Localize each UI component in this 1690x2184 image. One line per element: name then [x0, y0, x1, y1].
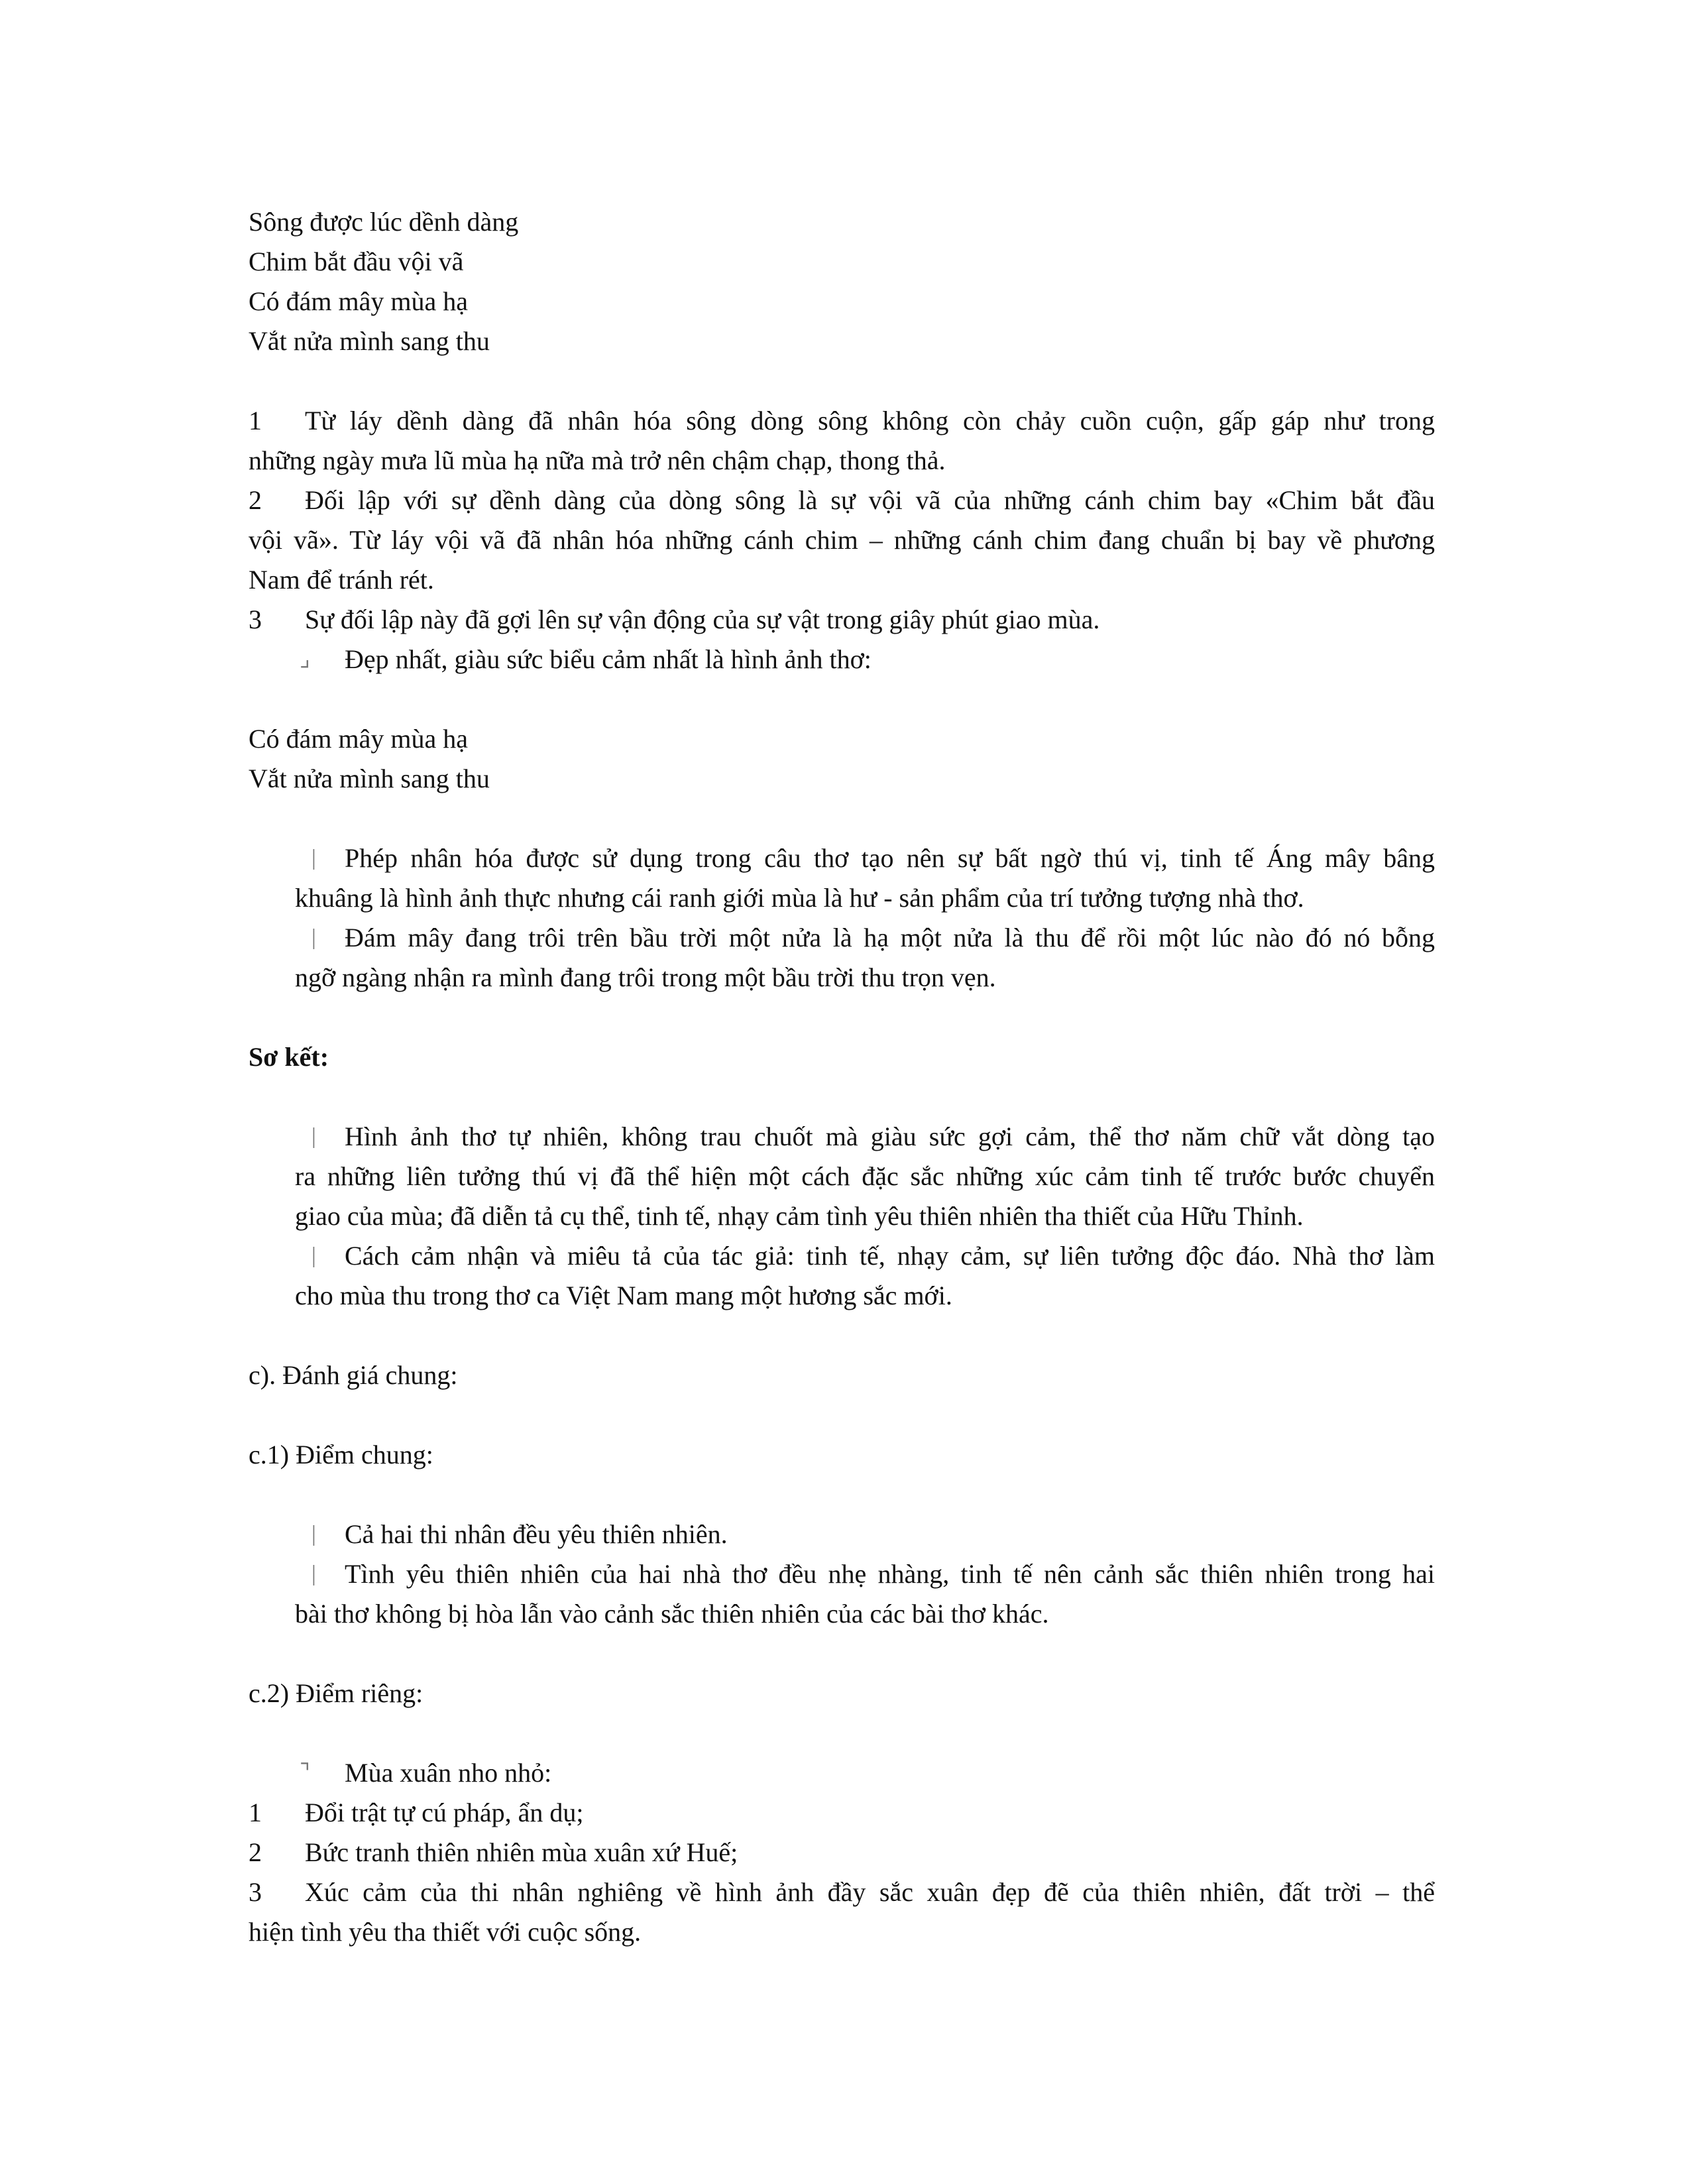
list-item-text: Từ láy dềnh dàng đã nhân hóa sông dòng sông không còn chảy cuồn cuộn, gấp gáp như trong	[305, 406, 1435, 435]
bullet-text: Mùa xuân nho nhỏ:	[345, 1758, 552, 1788]
bullet-icon: ⌟	[300, 647, 310, 671]
bullet-text: bài thơ không bị hòa lẫn vào cảnh sắc thiên nhiên của các bài thơ khác.	[295, 1599, 1049, 1629]
bullet-text: Phép nhân hóa được sử dụng trong câu thơ tạo nên sự bất ngờ thú vị, tinh tế Áng mây bâng	[345, 843, 1435, 873]
list-number: 1	[249, 1798, 262, 1827]
list-item-text: Sự đối lập này đã gợi lên sự vận động của sự vật trong giây phút giao mùa.	[305, 604, 1100, 634]
list-number: 2	[249, 1837, 262, 1867]
list-item-text: Đổi trật tự cú pháp, ẩn dụ;	[305, 1798, 584, 1827]
bullet-text: Tình yêu thiên nhiên của hai nhà thơ đều nhẹ nhàng, tinh tế nên cảnh sắc thiên nhiên trong hai	[345, 1559, 1435, 1589]
danh-gia-heading: c). Đánh giá chung:	[249, 1360, 458, 1390]
bullet-text: Đám mây đang trôi trên bầu trời một nửa là hạ một nửa là thu để rồi một lúc nào đó nó bỗng	[345, 923, 1435, 952]
bullet-text: khuâng là hình ảnh thực nhưng cái ranh giới mùa là hư - sản phẩm của trí tưởng tượng nhà thơ.	[295, 883, 1304, 913]
poem-line: Chim bắt đầu vội vã	[249, 247, 464, 276]
bullet-text: Hình ảnh thơ tự nhiên, không trau chuốt mà giàu sức gợi cảm, thể thơ năm chữ vắt dòng tạo	[345, 1121, 1435, 1151]
bullet-icon: |	[311, 1243, 316, 1268]
bullet-icon: |	[311, 925, 316, 950]
diem-rieng-heading: c.2) Điểm riêng:	[249, 1678, 423, 1708]
poem-line: Vắt nửa mình sang thu	[249, 326, 490, 356]
list-item-text: Nam để tránh rét.	[249, 565, 434, 595]
bullet-icon: |	[311, 1562, 316, 1586]
list-number: 2	[249, 485, 262, 515]
poem-line: Sông được lúc dềnh dàng	[249, 207, 519, 237]
list-item-text: Xúc cảm của thi nhân nghiêng về hình ảnh đầy sắc xuân đẹp đẽ của thiên nhiên, đất trời – thể	[305, 1877, 1435, 1907]
list-item-text: Đối lập với sự dềnh dàng của dòng sông là sự vội vã của những cánh chim bay «Chim bắt đầu	[305, 485, 1435, 515]
bullet-icon: |	[311, 1124, 316, 1149]
bullet-text: giao của mùa; đã diễn tả cụ thể, tinh tế, nhạy cảm tình yêu thiên nhiên tha thiết của Hữu Thỉnh.	[295, 1201, 1304, 1231]
bullet-text: ra những liên tưởng thú vị đã thể hiện một cách đặc sắc những xúc cảm tinh tế trước bước chuyển	[295, 1161, 1435, 1191]
bullet-icon: |	[311, 1522, 316, 1546]
list-number: 1	[249, 406, 262, 435]
bullet-text: Đẹp nhất, giàu sức biểu cảm nhất là hình ảnh thơ:	[345, 644, 872, 674]
bullet-text: Cách cảm nhận và miêu tả của tác giả: tinh tế, nhạy cảm, sự liên tưởng độc đáo. Nhà thơ làm	[345, 1241, 1435, 1271]
list-item-text: hiện tình yêu tha thiết với cuộc sống.	[249, 1917, 642, 1947]
bullet-text: ngỡ ngàng nhận ra mình đang trôi trong một bầu trời thu trọn vẹn.	[295, 962, 996, 992]
poem-line: Vắt nửa mình sang thu	[249, 764, 490, 793]
bullet-icon: |	[311, 846, 316, 870]
list-number: 3	[249, 1877, 262, 1907]
so-ket-heading: Sơ kết:	[249, 1042, 329, 1072]
poem-line: Có đám mây mùa hạ	[249, 724, 469, 754]
list-item-text: vội vã». Từ láy vội vã đã nhân hóa những cánh chim – những cánh chim đang chuẩn bị bay về phương	[249, 525, 1435, 555]
list-item-text: Bức tranh thiên nhiên mùa xuân xứ Huế;	[305, 1837, 738, 1867]
diem-chung-heading: c.1) Điểm chung:	[249, 1440, 433, 1469]
list-number: 3	[249, 604, 262, 634]
poem-line: Có đám mây mùa hạ	[249, 286, 469, 316]
list-item-text: những ngày mưa lũ mùa hạ nữa mà trở nên chậm chạp, thong thả.	[249, 445, 946, 475]
bullet-text: cho mùa thu trong thơ ca Việt Nam mang một hương sắc mới.	[295, 1281, 952, 1310]
bullet-text: Cả hai thi nhân đều yêu thiên nhiên.	[345, 1519, 728, 1549]
bullet-icon: ⌝	[300, 1760, 310, 1785]
